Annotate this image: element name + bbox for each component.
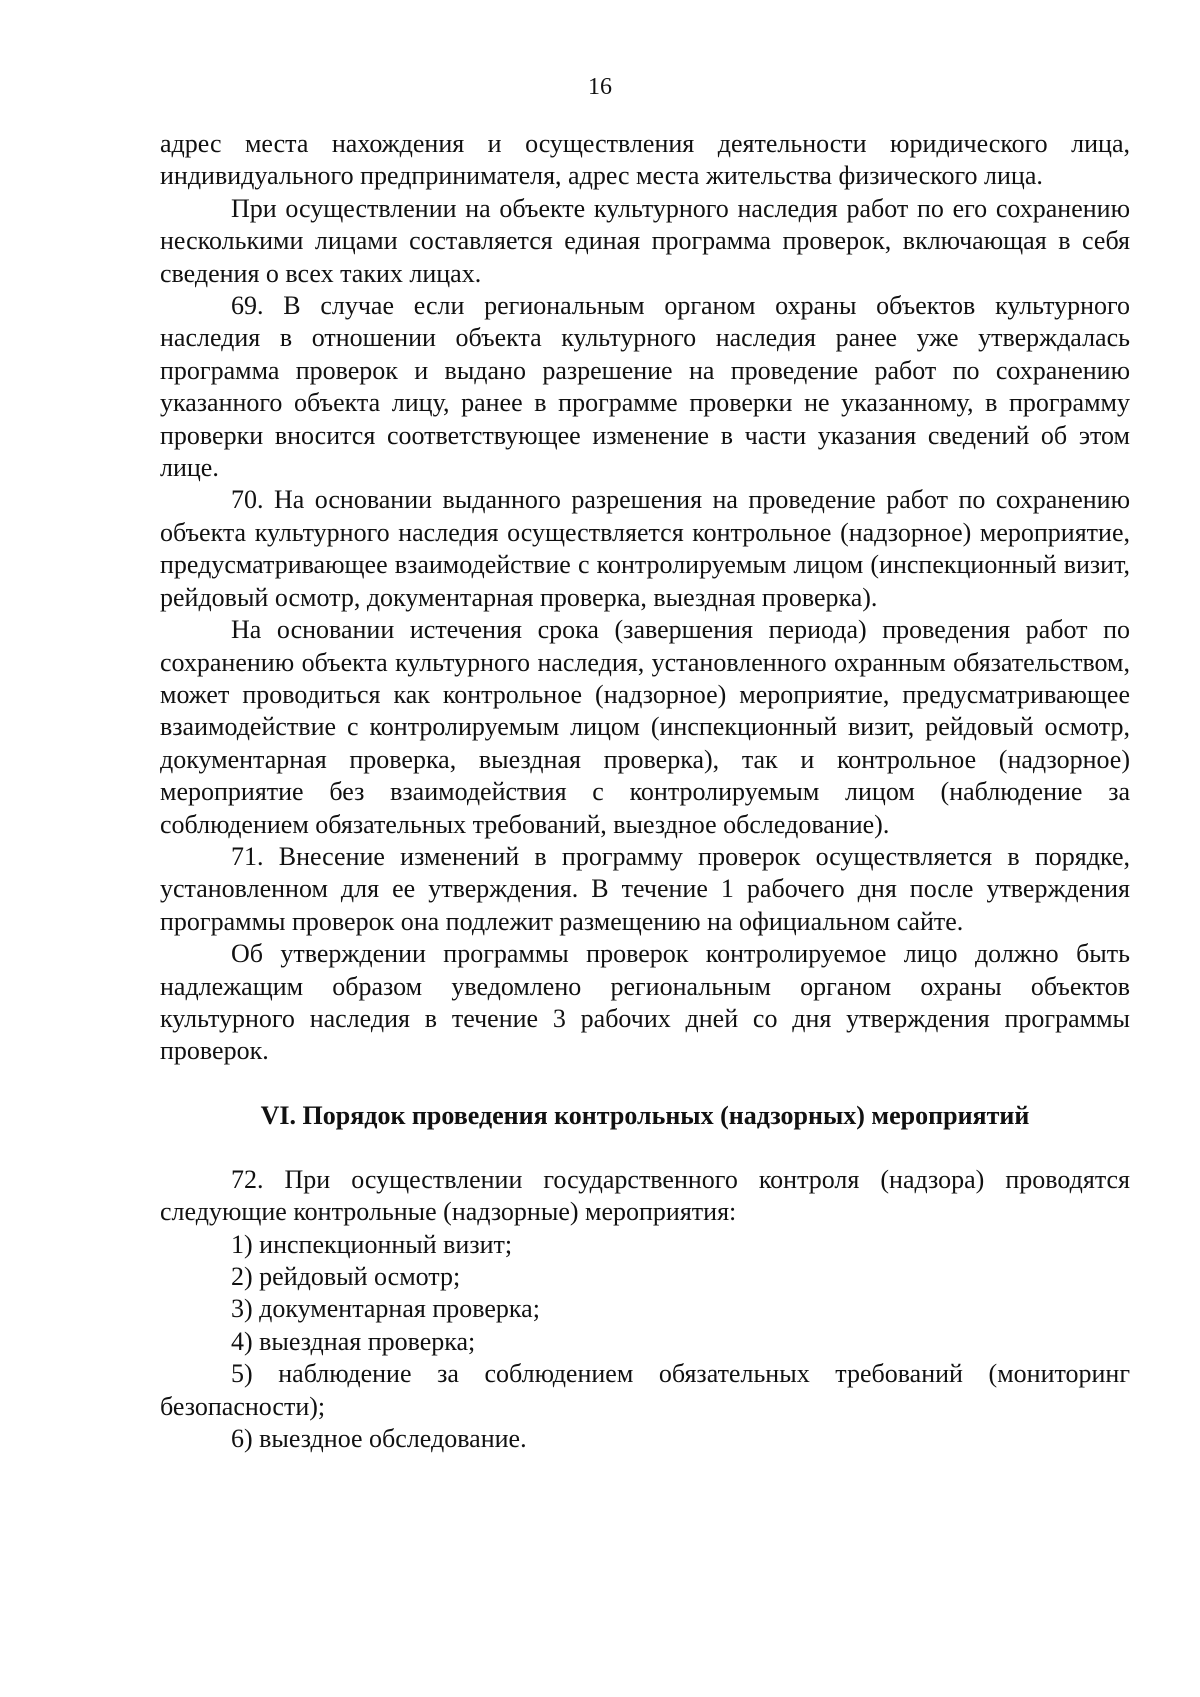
list-item: 6) выездное обследование. xyxy=(231,1424,527,1454)
page-number: 16 xyxy=(588,74,612,100)
paragraph-multiple-persons: При осуществлении на объекте культурного наследия работ по его сохранению несколькими лицами составляется единая программа проверок, включающая в себя сведения о всех таких лицах. xyxy=(160,193,1130,288)
list-item: 4) выездная проверка; xyxy=(231,1326,476,1356)
paragraph-69: 69. В случае если региональным органом охраны объектов культурного наследия в отношении объекта культурного наследия ранее уже утверждалась программа проверок и выдано разрешение на проведение работ по сохранению указанного объекта лицу, ранее в программе проверки не указанному, в программу проверки вносится соответствующее изменение в части указания сведений об этом лице. xyxy=(160,291,1130,483)
paragraph-70-continued: На основании истечения срока (завершения периода) проведения работ по сохранению объекта культурного наследия, установленного охранным обязательством, может проводиться как контрольное (надзорное) мероприятие, предусматривающее взаимодействие с контролируемым лицом (инспекционный визит, рейдовый осмотр, документарная проверка, выездная проверка), так и контрольное (надзорное) мероприятие без взаимодействия с контролируемым лицом (наблюдение за соблюдением обязательных требований, выездное обследование). xyxy=(160,615,1130,839)
list-item: 2) рейдовый осмотр; xyxy=(231,1262,461,1291)
paragraph-address-continuation: адрес места нахождения и осуществления деятельности юридического лица, индивидуального предпринимателя, адрес места жительства физического лица. xyxy=(160,129,1130,191)
document-body xyxy=(160,128,1130,1455)
paragraph-70: 70. На основании выданного разрешения на проведение работ по сохранению объекта культурного наследия осуществляется контрольное (надзорное) мероприятие, предусматривающее взаимодействие с контролируемым лицом (инспекционный визит, рейдовый осмотр, документарная проверка, выездная проверка). xyxy=(160,485,1130,612)
paragraph-71-notification: Об утверждении программы проверок контролируемое лицо должно быть надлежащим образом уведомлено региональным органом охраны объектов культурного наследия в течение 3 рабочих дней со дня утверждения программы проверок. xyxy=(160,939,1130,1066)
list-item: 3) документарная проверка; xyxy=(231,1294,540,1324)
list-item: 1) инспекционный визит; xyxy=(231,1229,513,1259)
section-heading: VI. Порядок проведения контрольных (надзорных) мероприятий xyxy=(260,1100,1030,1130)
paragraph-71: 71. Внесение изменений в программу проверок осуществляется в порядке, установленном для ее утверждения. В течение 1 рабочего дня после утверждения программы проверок она подлежит размещению на официальном сайте. xyxy=(160,841,1130,936)
list-item: 5) наблюдение за соблюдением обязательных требований (мониторинг безопасности); xyxy=(160,1359,1130,1421)
paragraph-72: 72. При осуществлении государственного контроля (надзора) проводятся следующие контрольные (надзорные) мероприятия: xyxy=(160,1164,1130,1227)
